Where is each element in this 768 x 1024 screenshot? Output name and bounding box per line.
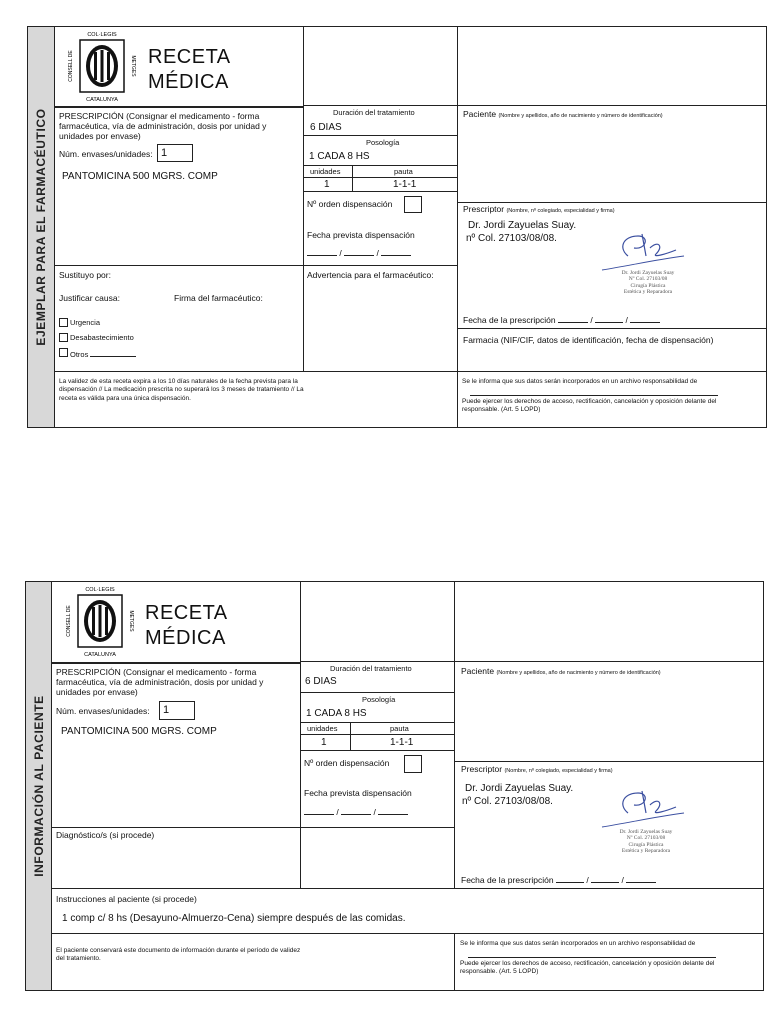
envases-field[interactable] (159, 701, 195, 720)
prescriber-stamp: Dr. Jordi Zayuelas Suay Nº Col. 27103/08 Cirugía Plástica Estética y Reparadora (619, 829, 673, 854)
college-seal-logo (66, 30, 138, 102)
prescriber-stamp: Dr. Jordi Zayuelas Suay Nº Col. 27103/08 Cirugía Plástica Estética y Reparadora (621, 270, 675, 295)
patient-hint: (Nombre y apellidos, año de nacimiento y número de identificación) (496, 670, 661, 676)
prescriber-name: Dr. Jordi Zayuelas Suay. (468, 220, 577, 231)
otros-checkbox[interactable] (59, 348, 68, 357)
duration-value: 6 DIAS (310, 122, 342, 133)
prescription-instructions (59, 112, 299, 141)
orden-dispensacion-label: Nº orden dispensación (304, 758, 390, 768)
form-title-line1: RECETA (148, 46, 231, 68)
prescription-hint: (Consignar el medicamento - forma farmacéutica, vía de administración, dosis por unidad y unidades por envase) (56, 667, 264, 697)
prescription-copy-patient (0, 581, 768, 991)
fecha-prevista-label: Fecha prevista dispensación (307, 230, 415, 240)
form-title-line1: RECETA (145, 602, 228, 624)
prescription-copy-pharmacist (0, 26, 768, 428)
duration-label: Duración del tratamiento (333, 108, 415, 117)
seal-text-top: COL·LEGIS (85, 587, 115, 593)
desabastecimiento-label: Desabastecimiento (70, 333, 134, 342)
duration-label: Duración del tratamiento (330, 664, 412, 673)
college-seal-logo (64, 585, 136, 657)
urgencia-label: Urgencia (70, 318, 101, 327)
seal-text-right: METGES (130, 55, 136, 77)
orden-dispensacion-field[interactable] (404, 755, 422, 773)
pauta-value: 1-1-1 (393, 179, 417, 190)
unidades-value: 1 (324, 179, 330, 190)
validity-notice: La validez de esta receta expira a los 10 días naturales de la fecha prevista para la dispensación // La medicación prescrita no superará los 3 meses de tratamiento // La receta es válida para una única dispensación. (59, 378, 304, 402)
patient-hint: (Nombre y apellidos, año de nacimiento y número de identificación) (498, 113, 663, 119)
patient-label: Paciente (461, 666, 495, 676)
justificar-label: Justificar causa: (59, 293, 120, 303)
prescription-label: PRESCRIPCIÓN (56, 667, 121, 677)
posologia-label: Posología (366, 138, 400, 147)
farmacia-label: Farmacia (NIF/CIF, datos de identificación, fecha de dispensación) (463, 335, 714, 345)
prescriber-hint: (Nombre, nº colegiado, especialidad y firma) (506, 208, 615, 214)
fecha-prescripcion-line[interactable]: Fecha de la prescripción / / (461, 875, 656, 886)
unidades-value: 1 (321, 737, 327, 748)
fecha-prevista-field[interactable]: / / (307, 248, 411, 259)
seal-text-top: COL·LEGIS (87, 32, 117, 38)
envases-value: 1 (163, 704, 170, 716)
prescriber-signature (598, 226, 688, 276)
medication-text: PANTOMICINA 500 MGRS. COMP (61, 726, 217, 737)
prescription-hint: (Consignar el medicamento - forma farmacéutica, vía de administración, dosis por unidad y unidades por envase) (59, 111, 267, 141)
seal-text-bottom: CATALUNYA (84, 652, 116, 657)
privacy-notice-line2: Puede ejercer los derechos de acceso, rectificación, cancelación y oposición delante del responsable. (Art. 5 LOPD) (462, 398, 717, 414)
patient-label-line (463, 110, 663, 120)
seal-text-right: METGES (128, 610, 134, 632)
conserve-notice: El paciente conservará este documento de información durante el período de validez del tratamiento. (56, 947, 301, 963)
posologia-label: Posología (362, 695, 396, 704)
privacy-notice-line2: Puede ejercer los derechos de acceso, rectificación, cancelación y oposición delante del responsable. (Art. 5 LOPD) (460, 960, 715, 976)
seal-text-bottom: CATALUNYA (86, 97, 118, 102)
urgencia-checkbox[interactable] (59, 318, 68, 327)
pauta-label: pauta (390, 724, 409, 733)
prescriber-label-line (461, 765, 613, 775)
instrucciones-value: 1 comp c/ 8 hs (Desayuno-Almuerzo-Cena) siempre después de las comidas. (62, 913, 406, 924)
unidades-label: unidades (310, 167, 341, 176)
diagnostico-label: Diagnóstico/s (si procede) (56, 830, 155, 840)
pauta-value: 1-1-1 (390, 737, 414, 748)
patient-label: Paciente (463, 109, 497, 119)
privacy-notice-line1: Se le informa que sus datos serán incorporados en un archivo responsabilidad de (462, 378, 698, 385)
duration-value: 6 DIAS (305, 676, 337, 687)
posologia-value: 1 CADA 8 HS (306, 708, 367, 719)
side-label-bar (26, 582, 52, 990)
fecha-prevista-field[interactable]: / / (304, 807, 408, 818)
prescription-label: PRESCRIPCIÓN (59, 111, 124, 121)
pauta-label: pauta (394, 167, 413, 176)
orden-dispensacion-field[interactable] (404, 196, 422, 213)
envases-label: Núm. envases/unidades: (59, 149, 153, 159)
prescriber-hint: (Nombre, nº colegiado, especialidad y firma) (504, 768, 613, 774)
prescriber-signature (598, 783, 688, 833)
advertencia-label: Advertencia para el farmacéutico: (307, 270, 434, 280)
instrucciones-label: Instrucciones al paciente (si procede) (56, 894, 197, 904)
prescriber-name: Dr. Jordi Zayuelas Suay. (465, 783, 574, 794)
sustituyo-label: Sustituyo por: (59, 270, 111, 280)
desabastecimiento-checkbox[interactable] (59, 333, 68, 342)
fecha-prescripcion-label: Fecha de la prescripción (463, 315, 556, 325)
patient-label-line (461, 667, 661, 677)
prescription-instructions (56, 668, 296, 697)
fecha-prescripcion-label: Fecha de la prescripción (461, 875, 554, 885)
prescriber-label: Prescriptor (463, 204, 505, 214)
prescriber-label-line (463, 205, 615, 215)
unidades-label: unidades (307, 724, 338, 733)
side-label: EJEMPLAR PARA EL FARMACÉUTICO (34, 108, 48, 346)
posologia-value: 1 CADA 8 HS (309, 151, 370, 162)
orden-dispensacion-label: Nº orden dispensación (307, 199, 393, 209)
fecha-prescripcion-line[interactable]: Fecha de la prescripción / / (463, 315, 660, 326)
side-label: INFORMACIÓN AL PACIENTE (31, 695, 46, 877)
firma-farmaceutico-label: Firma del farmacéutico: (174, 293, 263, 303)
medication-text: PANTOMICINA 500 MGRS. COMP (62, 171, 218, 182)
envases-label: Núm. envases/unidades: (56, 706, 150, 716)
form-title-line2: MÉDICA (148, 71, 229, 93)
prescriber-col: nº Col. 27103/08/08. (462, 796, 553, 807)
prescriber-label: Prescriptor (461, 764, 503, 774)
privacy-notice-line1: Se le informa que sus datos serán incorporados en un archivo responsabilidad de (460, 940, 696, 947)
prescriber-col: nº Col. 27103/08/08. (466, 233, 557, 244)
seal-text-left: CONSELL DE (68, 50, 74, 82)
envases-value: 1 (161, 147, 168, 159)
fecha-prevista-label: Fecha prevista dispensación (304, 788, 412, 798)
form-title-line2: MÉDICA (145, 627, 226, 649)
seal-text-left: CONSELL DE (66, 605, 72, 637)
side-label-bar (28, 27, 55, 427)
otros-label: Otros (70, 349, 136, 360)
envases-field[interactable] (157, 144, 193, 162)
